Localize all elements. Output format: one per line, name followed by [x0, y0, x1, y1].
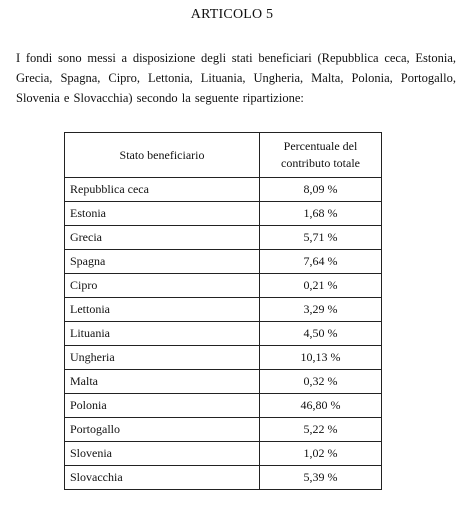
table-row — [65, 202, 382, 226]
table-row — [65, 466, 382, 490]
country-cell: Lituania — [65, 322, 260, 346]
intro-paragraph: I fondi sono messi a disposizione degli stati beneficiari (Repubblica ceca, Estonia, Grecia, Spagna, Cipro, Lettonia, Lituania, Ungheria, Malta, Polonia, Portogallo, Slovenia e Slovacchia) secondo la seguente ripartizione: — [16, 51, 456, 105]
percentage-cell: 0,21 % — [260, 274, 382, 298]
percentage-cell: 8,09 % — [260, 178, 382, 202]
percentage-cell: 1,68 % — [260, 202, 382, 226]
table-row — [65, 418, 382, 442]
percentage-cell: 4,50 % — [260, 322, 382, 346]
percentage-cell: 3,29 % — [260, 298, 382, 322]
article-title: ARTICOLO 5 — [190, 7, 274, 22]
country-cell: Slovacchia — [65, 466, 260, 490]
country-cell: Ungheria — [65, 346, 260, 370]
percentage-cell: 46,80 % — [260, 394, 382, 418]
header-percentage-line2: contributo totale — [281, 156, 360, 170]
table-row — [65, 442, 382, 466]
country-cell: Portogallo — [65, 418, 260, 442]
table-row — [65, 250, 382, 274]
table-row — [65, 370, 382, 394]
table-row — [65, 298, 382, 322]
country-cell: Spagna — [65, 250, 260, 274]
allocation-table — [64, 132, 382, 490]
header-percentage-line1: Percentuale del — [283, 139, 358, 153]
country-cell: Cipro — [65, 274, 260, 298]
country-cell: Slovenia — [65, 442, 260, 466]
table-row — [65, 226, 382, 250]
country-cell: Lettonia — [65, 298, 260, 322]
country-cell: Estonia — [65, 202, 260, 226]
percentage-cell: 5,71 % — [260, 226, 382, 250]
country-cell: Repubblica ceca — [65, 178, 260, 202]
percentage-cell: 5,39 % — [260, 466, 382, 490]
percentage-cell: 10,13 % — [260, 346, 382, 370]
percentage-cell: 1,02 % — [260, 442, 382, 466]
country-cell: Polonia — [65, 394, 260, 418]
percentage-cell: 7,64 % — [260, 250, 382, 274]
table-header-row — [65, 133, 382, 178]
percentage-cell: 5,22 % — [260, 418, 382, 442]
header-country: Stato beneficiario — [65, 133, 260, 178]
header-percentage — [260, 133, 382, 178]
table-row — [65, 274, 382, 298]
percentage-cell: 0,32 % — [260, 370, 382, 394]
table-row — [65, 322, 382, 346]
country-cell: Malta — [65, 370, 260, 394]
country-cell: Grecia — [65, 226, 260, 250]
table-row — [65, 394, 382, 418]
table-body — [65, 178, 382, 490]
table-row — [65, 178, 382, 202]
table-row — [65, 346, 382, 370]
